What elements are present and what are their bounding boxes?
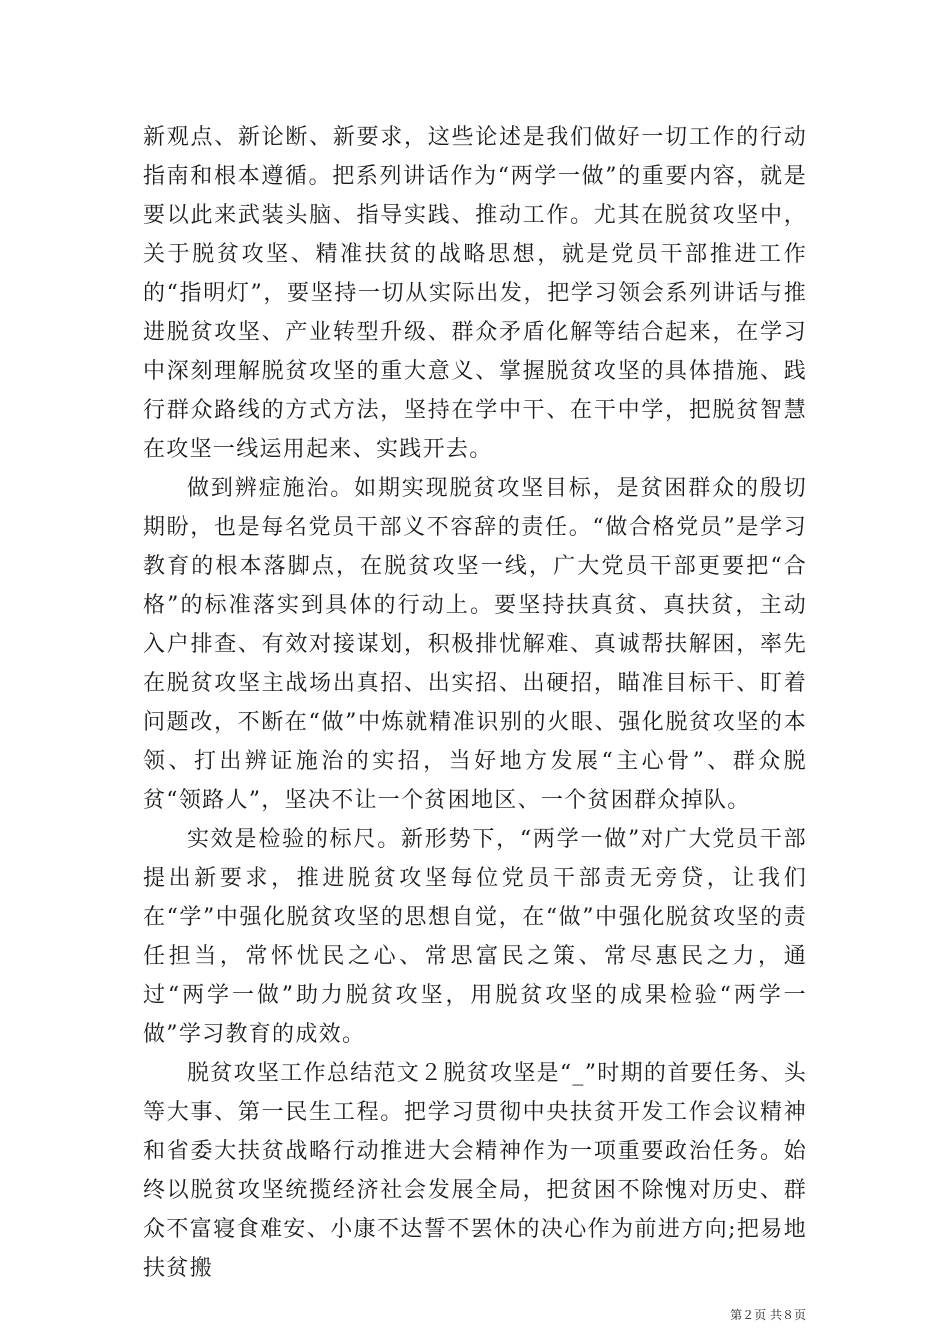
- document-body: [143, 118, 807, 1288]
- paragraph-2: 做到辨症施治。如期实现脱贫攻坚目标，是贫困群众的殷切期盼，也是每名党员干部义不容辞的责任。“做合格党员”是学习教育的根本落脚点，在脱贫攻坚一线，广大党员干部更要把“合格”的标准落实到具体的行动上。要坚持扶真贫、真扶贫，主动入户排查、有效对接谋划，积极排忧解难、真诚帮扶解困，率先在脱贫攻坚主战场出真招、出实招、出硬招，瞄准目标干、盯着问题改，不断在“做”中炼就精准识别的火眼、强化脱贫攻坚的本领、打出辨证施治的实招，当好地方发展“主心骨”、群众脱贫“领路人”，坚决不让一个贫困地区、一个贫困群众掉队。: [143, 476, 807, 813]
- paragraph-1: 新观点、新论断、新要求，这些论述是我们做好一切工作的行动指南和根本遵循。把系列讲话作为“两学一做”的重要内容，就是要以此来武装头脑、指导实践、推动工作。尤其在脱贫攻坚中，关于脱贫攻坚、精准扶贫的战略思想，就是党员干部推进工作的“指明灯”，要坚持一切从实际出发，把学习领会系列讲话与推进脱贫攻坚、产业转型升级、群众矛盾化解等结合起来，在学习中深刻理解脱贫攻坚的重大意义、掌握脱贫攻坚的具体措施、践行群众路线的方式方法，坚持在学中干、在干中学，把脱贫智慧在攻坚一线运用起来、实践开去。: [143, 125, 807, 462]
- paragraph-3: 实效是检验的标尺。新形势下，“两学一做”对广大党员干部提出新要求，推进脱贫攻坚每位党员干部责无旁贷，让我们在“学”中强化脱贫攻坚的思想自觉，在“做”中强化脱贫攻坚的责任担当，常怀忧民之心、常思富民之策、常尽惠民之力，通过“两学一做”助力脱贫攻坚，用脱贫攻坚的成果检验“两学一做”学习教育的成效。: [143, 827, 807, 1047]
- page-number-footer: 第２页 共８页: [730, 1308, 806, 1322]
- paragraph-4: 脱贫攻坚工作总结范文２脱贫攻坚是“_”时期的首要任务、头等大事、第一民生工程。把学习贯彻中央扶贫开发工作会议精神和省委大扶贫战略行动推进大会精神作为一项重要政治任务。始终以脱贫攻坚统揽经济社会发展全局，把贫困不除愧对历史、群众不富寝食难安、小康不达誓不罢休的决心作为前进方向;把易地扶贫搬: [143, 1061, 807, 1281]
